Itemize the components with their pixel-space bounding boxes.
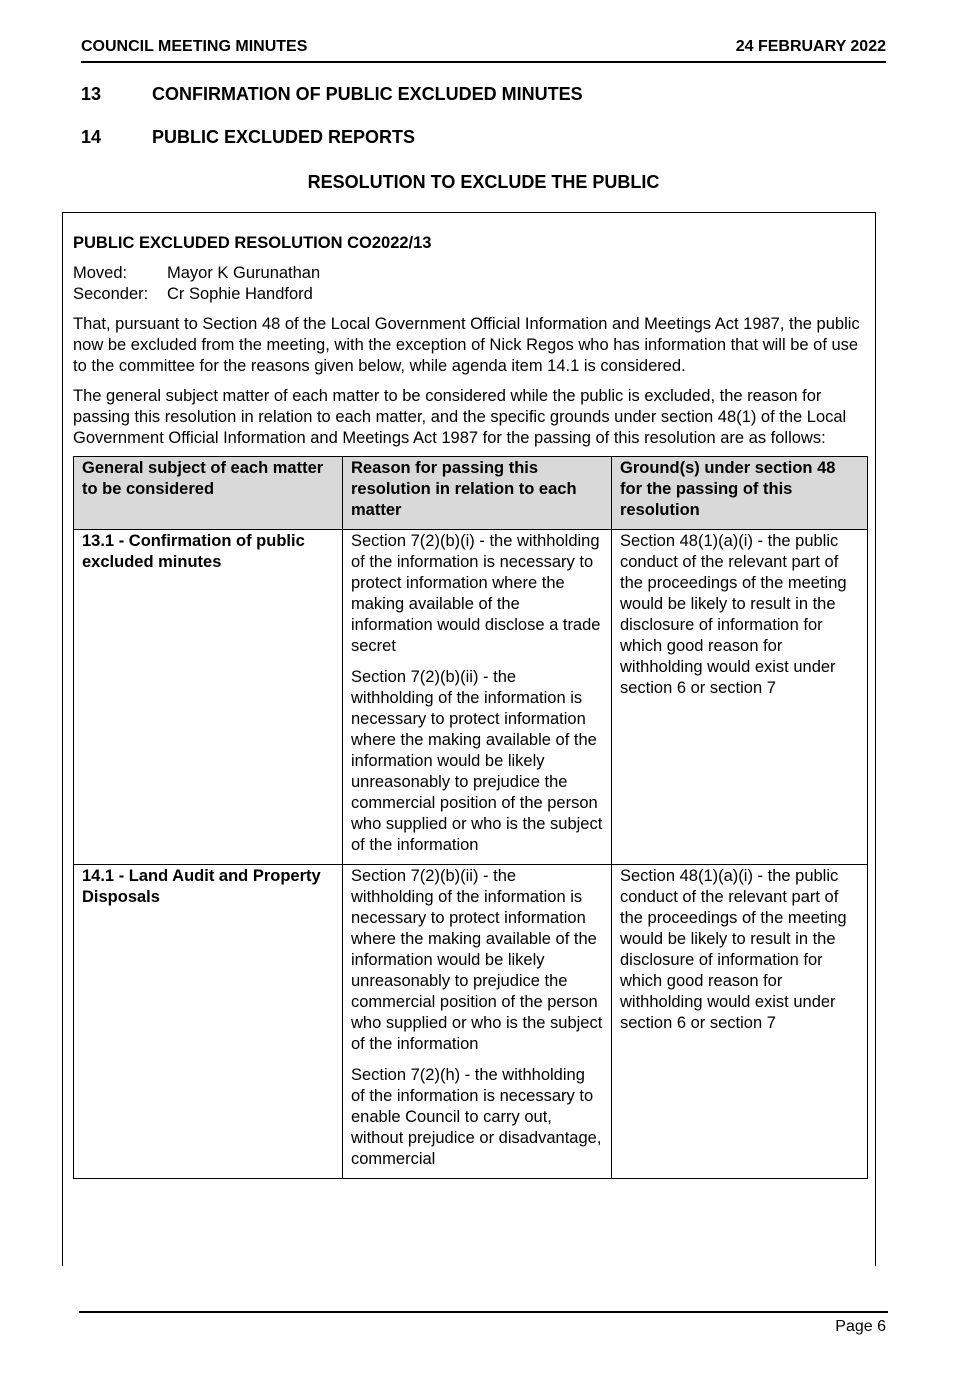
section-title: CONFIRMATION OF PUBLIC EXCLUDED MINUTES — [152, 84, 583, 104]
resolution-paragraph: The general subject matter of each matter to be considered while the public is excluded, the reason for passing this resolution in relation to each matter, and the specific grounds under section 48(1) of the Local Government Official Information and Meetings Act 1987 for the passing of this resolution are as follows: — [73, 387, 847, 447]
ground-cell: Section 48(1)(a)(i) - the public conduct of the relevant part of the proceedings of the meeting would be likely to result in the disclosure of information for which good reason for withholding would exist under section 6 or section 7 — [612, 530, 868, 865]
moved-row — [73, 263, 868, 284]
reason-cell — [343, 530, 612, 865]
reason-cell — [343, 865, 612, 1179]
reason-paragraph: Section 7(2)(b)(ii) - the withholding of the information is necessary to protect information where the making available of the information would be likely unreasonably to prejudice the commercial position of the person who supplied or who is the subject of the information — [351, 867, 603, 1053]
footer-divider — [79, 1311, 888, 1313]
moved-by: Mayor K Gurunathan — [167, 264, 321, 282]
table-header-cell: Reason for passing this resolution in relation to each matter — [343, 457, 612, 530]
section-number: 13 — [81, 84, 102, 104]
reason-paragraph: Section 7(2)(h) - the withholding of the information is necessary to enable Council to carry out, without prejudice or disadvantage, commercial — [351, 1066, 602, 1168]
seconder-name: Cr Sophie Handford — [167, 285, 313, 303]
resolution-heading: RESOLUTION TO EXCLUDE THE PUBLIC — [307, 172, 660, 192]
resolution-box — [62, 212, 876, 1266]
ground-cell: Section 48(1)(a)(i) - the public conduct of the relevant part of the proceedings of the meeting would be likely to result in the disclosure of information for which good reason for withholding would exist under section 6 or section 7 — [612, 865, 868, 1179]
meeting-date: 24 FEBRUARY 2022 — [735, 38, 886, 55]
table-header-cell: Ground(s) under section 48 for the passing of this resolution — [612, 457, 868, 530]
subject-cell: 14.1 - Land Audit and Property Disposals — [74, 865, 343, 1179]
table-header-cell: General subject of each matter to be considered — [74, 457, 343, 530]
seconder-label: Seconder: — [73, 285, 149, 303]
page-number: Page 6 — [835, 1318, 886, 1335]
section-14-heading — [81, 127, 415, 148]
table-row — [74, 530, 868, 865]
seconder-row — [73, 284, 868, 305]
reason-paragraph: Section 7(2)(b)(i) - the withholding of the information is necessary to protect information where the making available of the information would disclose a trade secret — [351, 532, 601, 655]
subject-cell: 13.1 - Confirmation of public excluded minutes — [74, 530, 343, 865]
section-number: 14 — [81, 127, 102, 147]
document-title: COUNCIL MEETING MINUTES — [81, 38, 308, 55]
table-row — [74, 865, 868, 1179]
reason-paragraph: Section 7(2)(b)(ii) - the withholding of the information is necessary to protect information where the making available of the information would be likely unreasonably to prejudice the commercial position of the person who supplied or who is the subject of the information — [351, 668, 603, 854]
page-header — [81, 36, 886, 63]
table-header-row — [74, 457, 868, 530]
grounds-table — [73, 456, 868, 1179]
resolution-paragraph: That, pursuant to Section 48 of the Local Government Official Information and Meetings Act 1987, the public now be excluded from the meeting, with the exception of Nick Regos who has information that will be of use to the committee for the reasons given below, while agenda item 14.1 is considered. — [73, 315, 860, 375]
moved-label: Moved: — [73, 264, 128, 282]
section-title: PUBLIC EXCLUDED REPORTS — [152, 127, 416, 147]
resolution-title: PUBLIC EXCLUDED RESOLUTION CO2022/13 — [73, 234, 432, 252]
section-13-heading — [81, 84, 583, 105]
